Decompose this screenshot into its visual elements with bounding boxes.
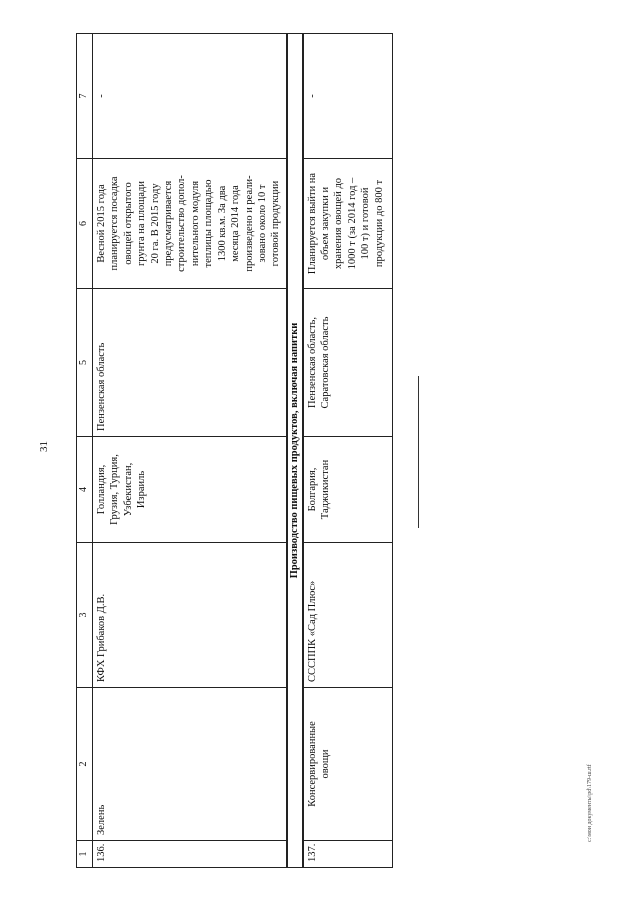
header-col-6: 6 — [77, 159, 93, 289]
data-table-rotated — [76, 34, 393, 868]
header-col-1: 1 — [77, 841, 93, 868]
countries: Болгария, Таджикистан — [303, 437, 393, 543]
region: Пензенская область, Саратовская область — [303, 289, 393, 437]
separator-line — [418, 376, 419, 528]
table-header-row — [77, 34, 93, 868]
footer-file-path: c:\мои документы\pd\179-ш.rtf — [587, 764, 593, 842]
column-7-value: - — [92, 34, 287, 159]
section-title: Производство пищевых продуктов, включая напитки — [287, 34, 303, 868]
organization-name: СССППК «Сад Плюс» — [303, 543, 393, 688]
header-col-4: 4 — [77, 437, 93, 543]
description: Планируется выйти на объем закупки и хранения овощей до 1000 т (за 2014 год – 100 т) и готовой продукции до 800 т — [303, 159, 393, 289]
header-col-3: 3 — [77, 543, 93, 688]
table-row — [303, 34, 393, 868]
product-name: Консервированные овощи — [303, 688, 393, 841]
data-table — [76, 33, 393, 868]
organization-name: КФХ Грибаков Д.В. — [92, 543, 287, 688]
header-col-2: 2 — [77, 688, 93, 841]
column-7-value: - — [303, 34, 393, 159]
region: Пензенская область — [92, 289, 287, 437]
header-col-5: 5 — [77, 289, 93, 437]
description: Весной 2015 года планируется посадка овощей открытого грунта на площади 20 га. В 2015 году предусматривается строительство допол- нительного модуля теплицы площадью 1300 кв.м. За два месяца 2014 года произведено и реали- зовано около 10 т готовой продукции — [92, 159, 287, 289]
product-name: Зелень — [92, 688, 287, 841]
row-number: 136. — [92, 841, 287, 868]
countries: Голландия, Грузия, Турция, Узбекистан, Израиль — [92, 437, 287, 543]
row-number: 137. — [303, 841, 393, 868]
table-row — [92, 34, 287, 868]
header-col-7: 7 — [77, 34, 93, 159]
page-number: 31 — [38, 441, 50, 452]
section-row — [287, 34, 303, 868]
